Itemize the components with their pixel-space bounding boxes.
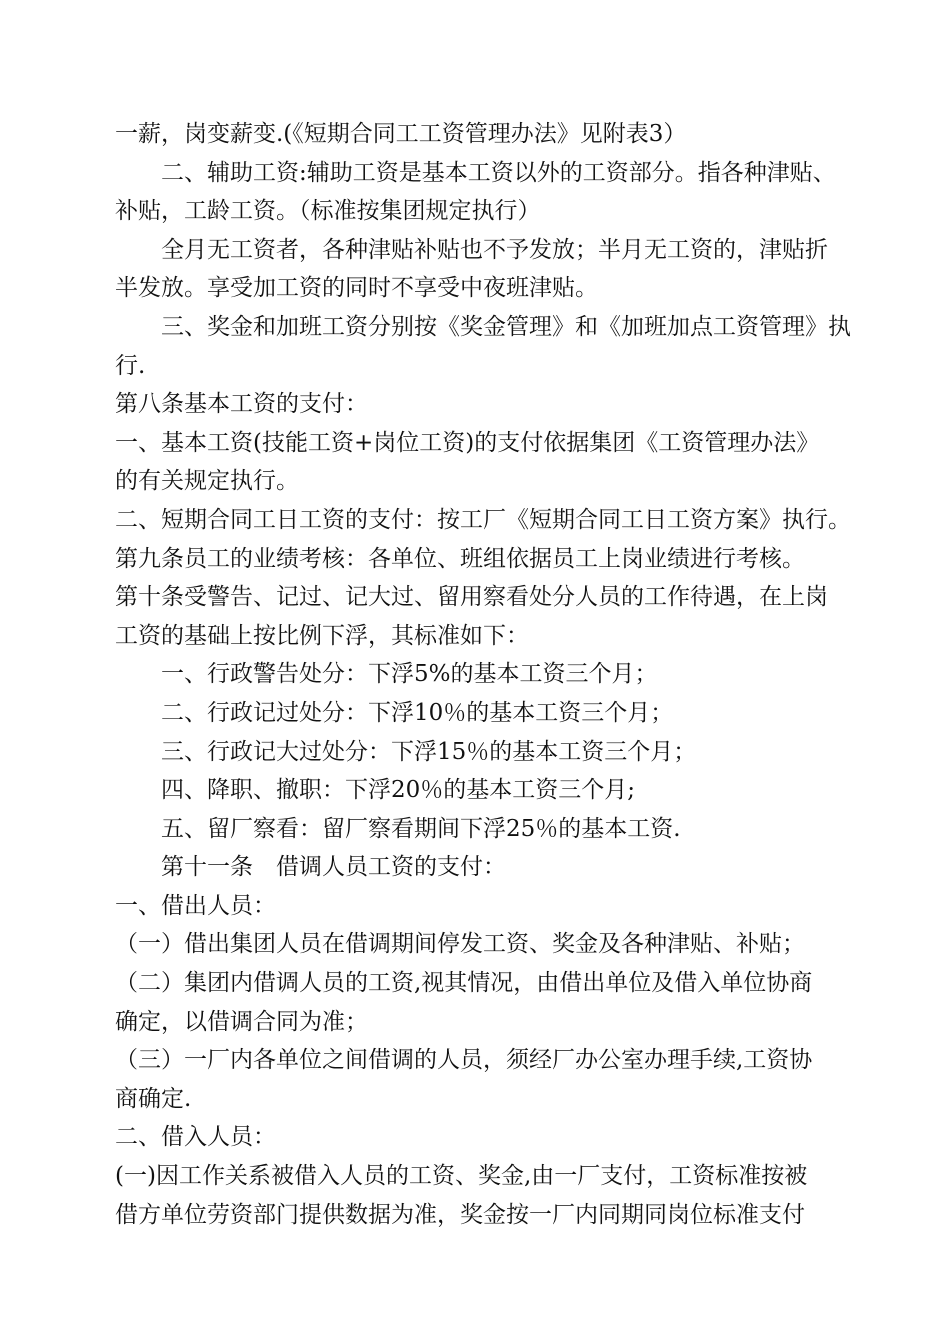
text-line-4: 全月无工资者，各种津贴补贴也不予发放；半月无工资的，津贴折 [161, 236, 828, 263]
article-9-text: 第九条员工的业绩考核：各单位、班组依据员工上岗业绩进行考核。 [115, 545, 805, 572]
text-line-11: 二、短期合同工日工资的支付：按工厂《短期合同工日工资方案》执行。 [115, 506, 851, 533]
document-body [115, 115, 855, 1234]
text-line-14: 工资的基础上按比例下浮，其标准如下： [115, 622, 529, 649]
text-line-24: 确定，以借调合同为准； [115, 1008, 368, 1035]
text-line-2: 二、辅助工资:辅助工资是基本工资以外的工资部分。指各种津贴、 [161, 159, 836, 186]
text-line-7: 行. [115, 352, 146, 379]
text-line-26: 商确定. [115, 1085, 192, 1112]
text-line-10: 的有关规定执行。 [115, 468, 299, 495]
text-line-3: 补贴，工龄工资。（标准按集团规定执行） [115, 198, 541, 225]
text-line-21: 一、借出人员： [115, 892, 276, 919]
penalty-item-3: 三、行政记大过处分：下浮15％的基本工资三个月； [161, 738, 697, 765]
text-line-29: 借方单位劳资部门提供数据为准，奖金按一厂内同期同岗位标准支付 [115, 1201, 805, 1228]
text-line-6: 三、奖金和加班工资分别按《奖金管理》和《加班加点工资管理》执 [161, 313, 851, 340]
penalty-item-2: 二、行政记过处分：下浮10％的基本工资三个月； [161, 699, 674, 726]
text-line-9: 一、基本工资(技能工资+岗位工资)的支付依据集团《工资管理办法》 [115, 429, 820, 456]
text-line-5: 半发放。享受加工资的同时不享受中夜班津贴。 [115, 275, 598, 302]
text-line-28: (一)因工作关系被借入人员的工资、奖金,由一厂支付，工资标准按被 [115, 1163, 808, 1190]
text-line-27: 二、借入人员： [115, 1124, 276, 1151]
text-line-1: 一薪，岗变薪变.(《短期合同工工资管理办法》见附表3） [115, 121, 687, 147]
penalty-item-4: 四、降职、撤职：下浮20％的基本工资三个月; [161, 777, 636, 804]
article-8-heading: 第八条基本工资的支付： [115, 391, 368, 418]
text-line-23: （二）集团内借调人员的工资,视其情况，由借出单位及借入单位协商 [115, 970, 813, 997]
text-line-25: （三）一厂内各单位之间借调的人员，须经厂办公室办理手续,工资协 [115, 1047, 813, 1074]
text-line-22: （一）借出集团人员在借调期间停发工资、奖金及各种津贴、补贴； [115, 931, 805, 958]
article-10-text: 第十条受警告、记过、记大过、留用察看处分人员的工作待遇，在上岗 [115, 584, 828, 611]
penalty-item-5: 五、留厂察看：留厂察看期间下浮25％的基本工资. [161, 815, 681, 842]
article-11-heading: 第十一条 借调人员工资的支付： [161, 854, 506, 881]
penalty-item-1: 一、行政警告处分：下浮5%的基本工资三个月； [161, 661, 658, 688]
